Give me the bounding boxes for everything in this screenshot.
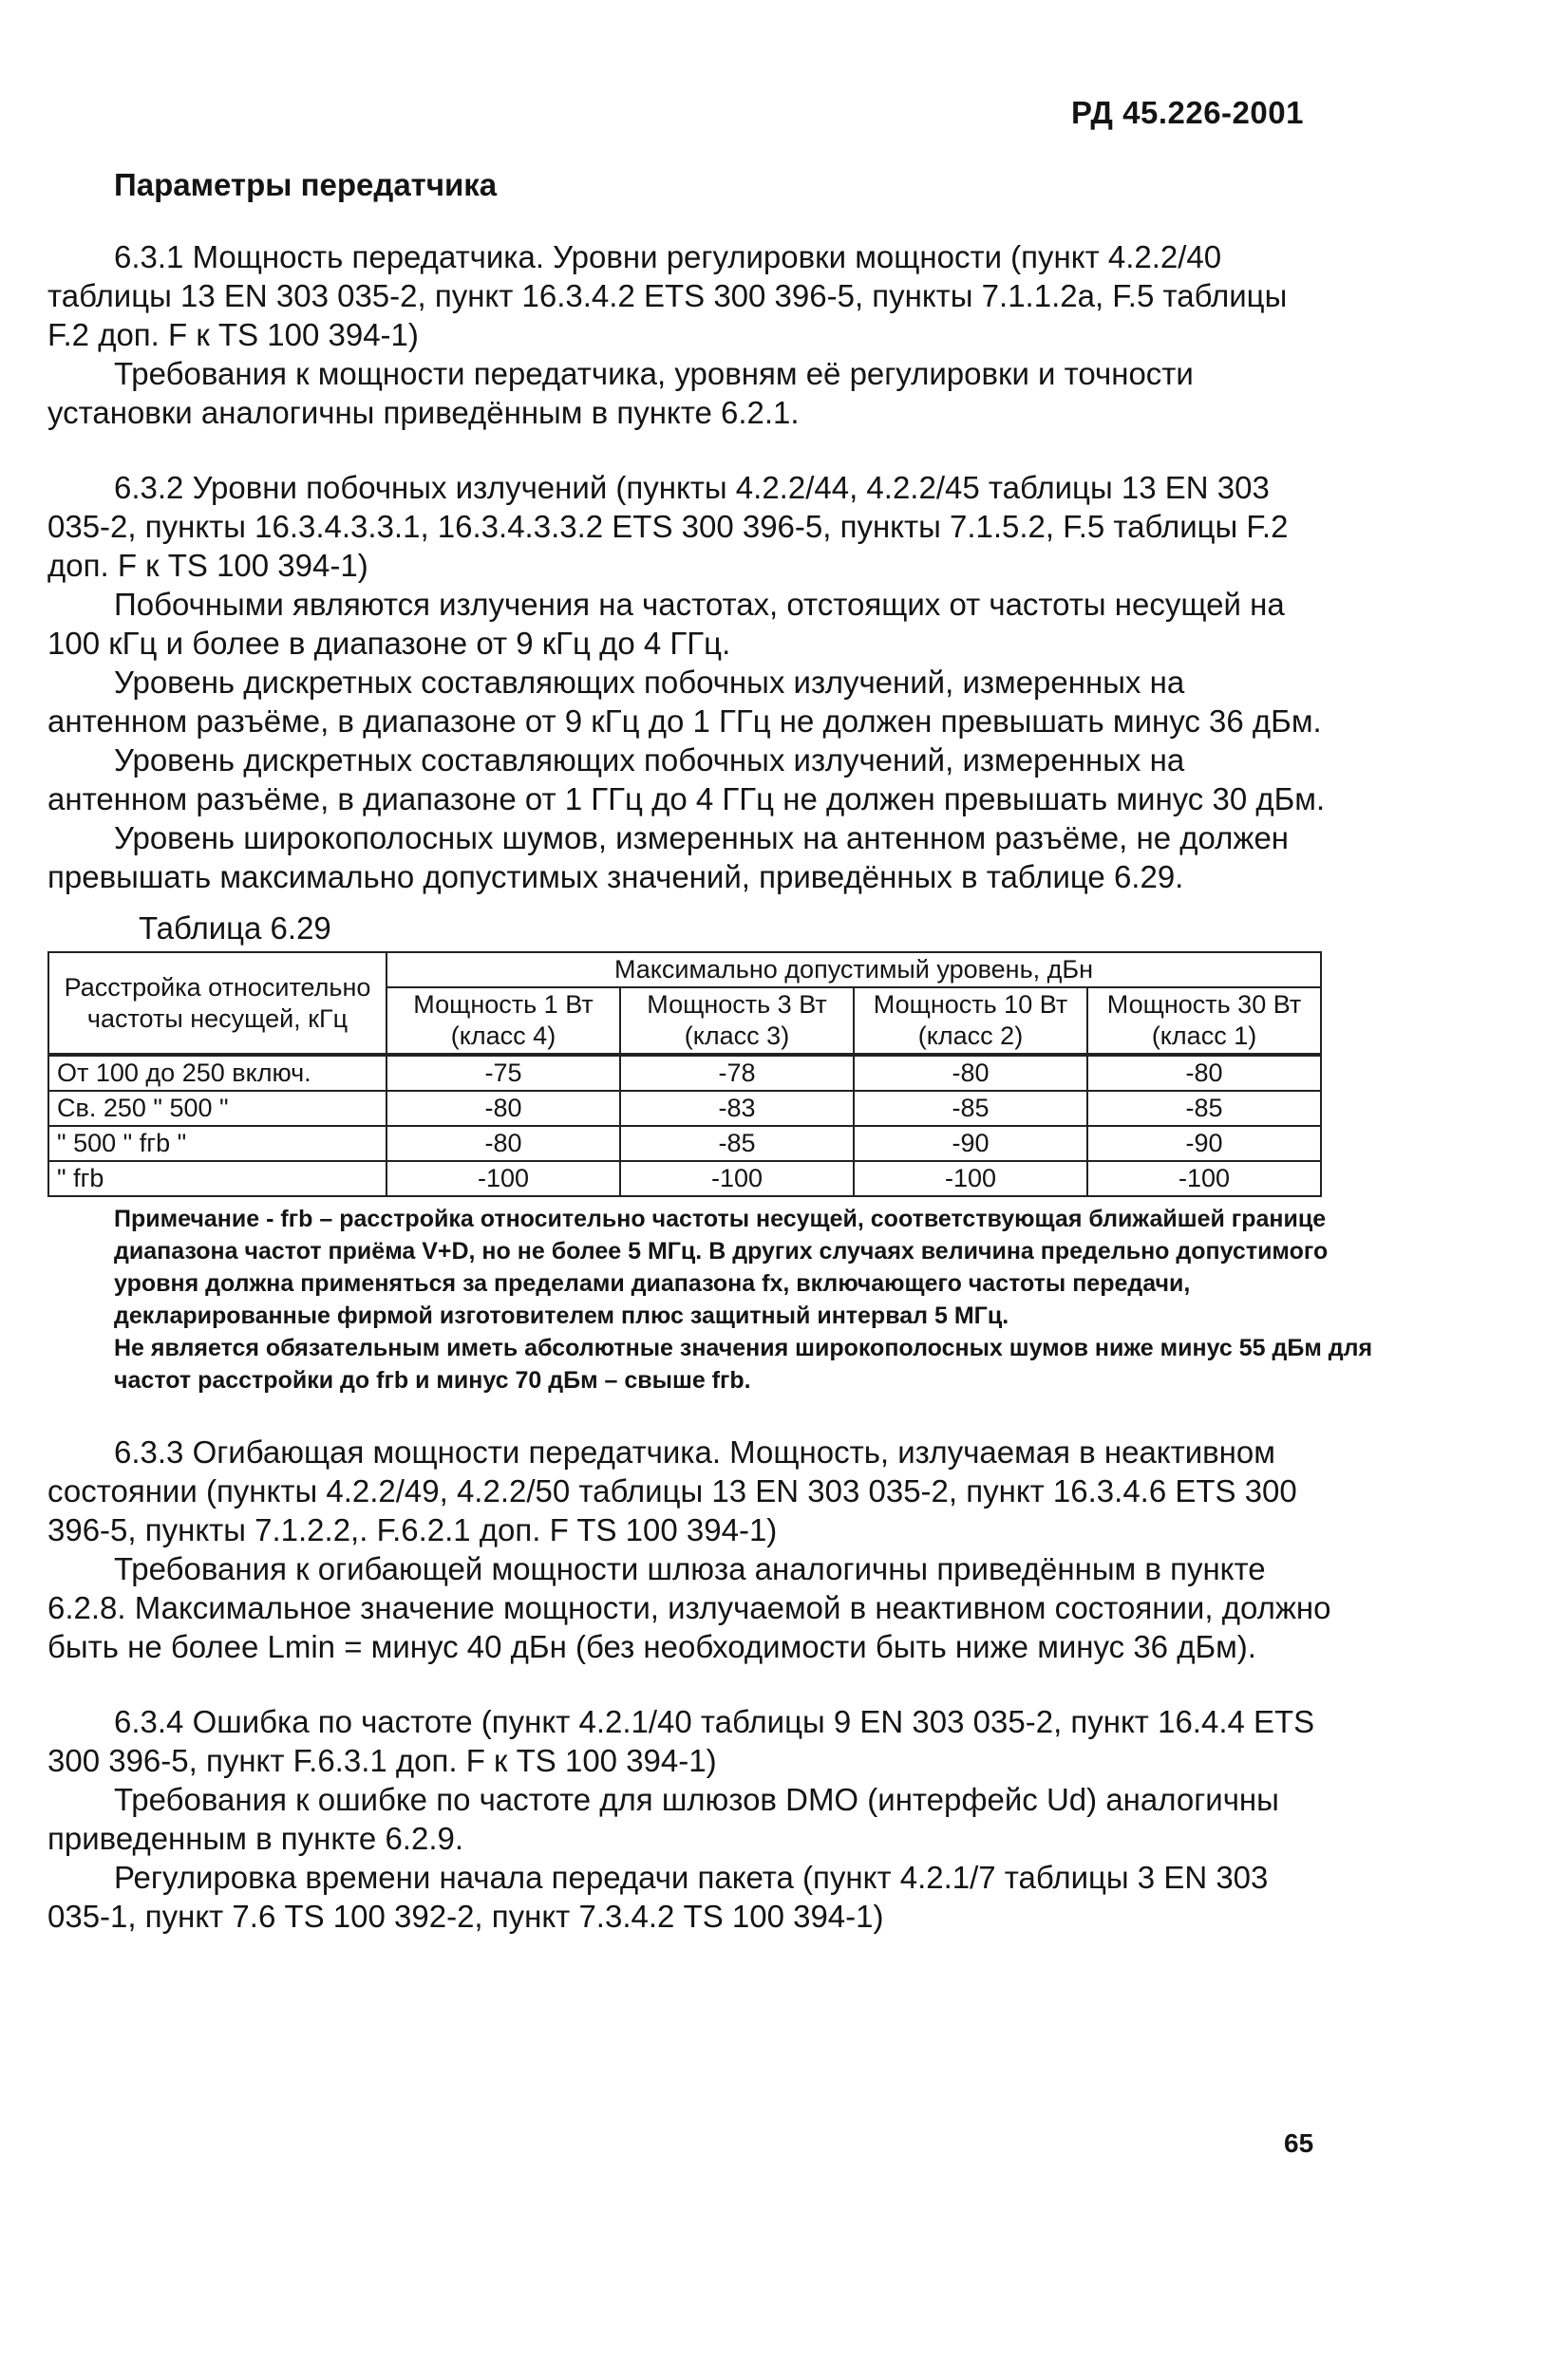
table-cell: -80 <box>854 1055 1087 1091</box>
table-caption: Таблица 6.29 <box>139 910 331 946</box>
table-cell: -80 <box>1087 1055 1321 1091</box>
s634-paragraph-1: Требования к ошибке по частоте для шлюзов DMO (интерфейс Ud) аналогичны приведенным в пункте 6.2.9. <box>47 1782 1279 1856</box>
table-cell: -78 <box>620 1055 854 1091</box>
table-note <box>114 1203 1377 1396</box>
table-col-header: Мощность 30 Вт (класс 1) <box>1087 987 1321 1055</box>
table-row <box>48 1161 1321 1196</box>
s632-title: 6.3.2 Уровни побочных излучений (пункты 4.2.2/44, 4.2.2/45 таблицы 13 EN 303 035-2, пункты 16.3.4.3.3.1, 16.3.4.3.3.2 ETS 300 396-5, пункты 7.1.5.2, F.5 таблицы F.2 доп. F к TS 100 394-1) <box>47 470 1289 583</box>
table-note-2: Не является обязательным иметь абсолютные значения широкополосных шумов ниже минус 55 дБм для частот расстройки до fгb и минус 70 дБм – свыше fгb. <box>114 1335 1373 1394</box>
table-row <box>48 1126 1321 1161</box>
table-col-header-offset: Расстройка относительно частоты несущей, кГц <box>48 952 387 1055</box>
table-cell: -83 <box>620 1091 854 1126</box>
table-cell: -75 <box>387 1055 620 1091</box>
table-col-header: Мощность 3 Вт (класс 3) <box>620 987 854 1055</box>
table-row-label: Св. 250 " 500 " <box>48 1091 387 1126</box>
s634-paragraph-2: Регулировка времени начала передачи пакета (пункт 4.2.1/7 таблицы 3 EN 303 035-1, пункт 7.6 TS 100 392-2, пункт 7.3.4.2 TS 100 394-1) <box>47 1860 1269 1934</box>
s632-paragraph-4: Уровень широкополосных шумов, измеренных на антенном разъёме, не должен превышать максимально допустимых значений, приведённых в таблице 6.29. <box>47 820 1290 894</box>
s633-paragraph: Требования к огибающей мощности шлюза аналогичны приведённым в пункте 6.2.8. Максимальное значение мощности, излучаемой в неактивном состоянии, должно быть не более Lmin = минус 40 дБн (без необходимости быть ниже минус 36 дБм). <box>47 1551 1331 1664</box>
table-group-header: Максимально допустимый уровень, дБн <box>387 952 1321 987</box>
table-cell: -80 <box>387 1091 620 1126</box>
table-cell: -90 <box>854 1126 1087 1161</box>
table-row-label: " 500 " fгb " <box>48 1126 387 1161</box>
limits-table <box>47 951 1322 1197</box>
table-cell: -100 <box>620 1161 854 1196</box>
table-row-label: От 100 до 250 включ. <box>48 1055 387 1091</box>
table-col-header: Мощность 1 Вт (класс 4) <box>387 987 620 1055</box>
page-number: 65 <box>1284 2128 1314 2158</box>
s632-paragraph-2: Уровень дискретных составляющих побочных излучений, измеренных на антенном разъёме, в диапазоне от 9 кГц до 1 ГГц не должен превышать минус 36 дБм. <box>47 665 1322 739</box>
table-cell: -100 <box>1087 1161 1321 1196</box>
document-code: РД 45.226-2001 <box>1071 95 1304 130</box>
table-cell: -100 <box>387 1161 620 1196</box>
body-text <box>47 237 1373 1936</box>
table-cell: -85 <box>1087 1091 1321 1126</box>
s632-paragraph-3: Уровень дискретных составляющих побочных излучений, измеренных на антенном разъёме, в диапазоне от 1 ГГц до 4 ГГц не должен превышать минус 30 дБм. <box>47 742 1326 816</box>
table-row <box>48 1091 1321 1126</box>
s633-title: 6.3.3 Огибающая мощности передатчика. Мощность, излучаемая в неактивном состоянии (пункты 4.2.2/49, 4.2.2/50 таблицы 13 EN 303 035-2, пункт 16.3.4.6 ETS 300 396-5, пункты 7.1.2.2,. F.6.2.1 доп. F TS 100 394-1) <box>47 1434 1297 1547</box>
s631-title: 6.3.1 Мощность передатчика. Уровни регулировки мощности (пункт 4.2.2/40 таблицы 13 EN 303 035-2, пункт 16.3.4.2 ETS 300 396-5, пункты 7.1.1.2а, F.5 таблицы F.2 доп. F к TS 100 394-1) <box>47 239 1288 352</box>
table-cell: -85 <box>854 1091 1087 1126</box>
table-cell: -85 <box>620 1126 854 1161</box>
table-cell: -100 <box>854 1161 1087 1196</box>
table-row-label: " fгb <box>48 1161 387 1196</box>
s632-paragraph-1: Побочными являются излучения на частотах, отстоящих от частоты несущей на 100 кГц и более в диапазоне от 9 кГц до 4 ГГц. <box>47 587 1285 661</box>
table-cell: -80 <box>387 1126 620 1161</box>
table-note-1: Примечание - fгb – расстройка относительно частоты несущей, соответствующая ближайшей границе диапазона частот приёма V+D, но не более 5 МГц. В других случаях величина предельно допустимого уровня должна применяться за пределами диапазона fx, включающего частоты передачи, декларированные фирмой изготовителем плюс защитный интервал 5 МГц. <box>114 1206 1329 1329</box>
s631-paragraph: Требования к мощности передатчика, уровням её регулировки и точности установки аналогичны приведённым в пункте 6.2.1. <box>47 356 1194 430</box>
table-row <box>48 1055 1321 1091</box>
table-cell: -90 <box>1087 1126 1321 1161</box>
s634-title: 6.3.4 Ошибка по частоте (пункт 4.2.1/40 таблицы 9 EN 303 035-2, пункт 16.4.4 ETS 300 396-5, пункт F.6.3.1 доп. F к TS 100 394-1) <box>47 1704 1315 1778</box>
table-col-header: Мощность 10 Вт (класс 2) <box>854 987 1087 1055</box>
section-heading: Параметры передатчика <box>114 167 498 202</box>
